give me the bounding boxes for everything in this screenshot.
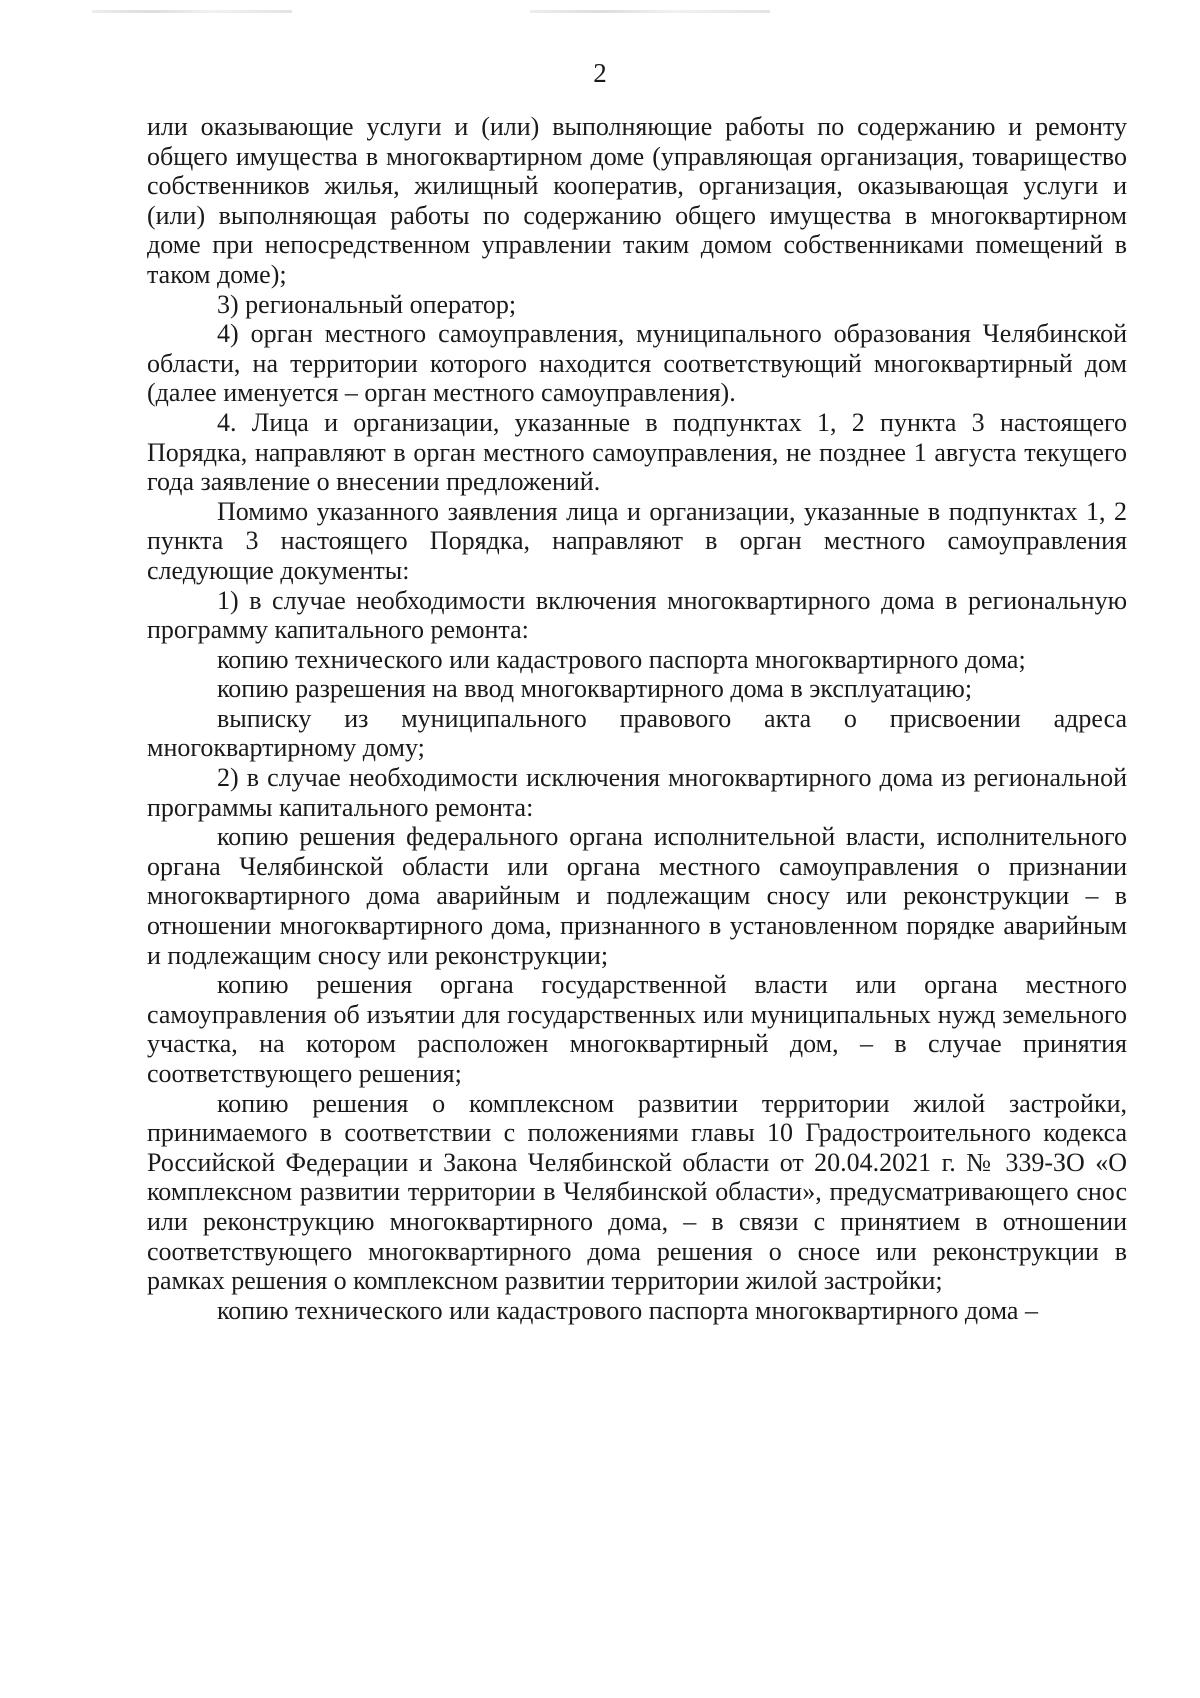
paragraph: 3) региональный оператор;: [217, 289, 517, 319]
paragraph: или оказывающие услуги и (или) выполняющие работы по содержанию и ремонту общего имущества в многоквартирном доме (управляющая организация, товарищество собственников жилья, жилищный кооператив, организация, оказывающая услуги и (или) выполняющая работы по содержанию общего имущества в многоквартирном доме при непосредственном управлении таким домом собственниками помещений в таком доме);: [147, 112, 1127, 289]
paragraph: 2) в случае необходимости исключения многоквартирного дома из региональной программы капитального ремонта:: [147, 763, 1127, 822]
paragraph: копию разрешения на ввод многоквартирного дома в эксплуатацию;: [217, 674, 973, 704]
scan-artifact: [530, 10, 770, 13]
paragraph: копию решения о комплексном развитии территории жилой застройки, принимаемого в соответствии с положениями главы 10 Градостроительного кодекса Российской Федерации и Закона Челябинской области от 20.04.2021 г. № 339-ЗО «О комплексном развитии территории в Челябинской области», предусматривающего снос или реконструкцию многоквартирного дома, – в связи с принятием в отношении соответствующего многоквартирного дома решения о сносе или реконструкции в рамках решения о комплексном развитии территории жилой застройки;: [147, 1088, 1127, 1296]
scan-artifact: [92, 10, 292, 13]
paragraph: Помимо указанного заявления лица и организации, указанные в подпунктах 1, 2 пункта 3 настоящего Порядка, направляют в орган местного самоуправления следующие документы:: [147, 496, 1127, 585]
document-body: [147, 112, 1127, 1325]
paragraph: копию технического или кадастрового паспорта многоквартирного дома;: [217, 644, 1026, 674]
paragraph: копию решения органа государственной власти или органа местного самоуправления об изъятии для государственных или муниципальных нужд земельного участка, на котором расположен многоквартирный дом, – в случае принятия соответствующего решения;: [147, 970, 1127, 1088]
paragraph: копию технического или кадастрового паспорта многоквартирного дома –: [217, 1295, 1038, 1325]
paragraph: 4. Лица и организации, указанные в подпунктах 1, 2 пункта 3 настоящего Порядка, направляют в орган местного самоуправления, не позднее 1 августа текущего года заявление о внесении предложений.: [147, 407, 1127, 497]
paragraph: выписку из муниципального правового акта о присвоении адреса многоквартирному дому;: [147, 703, 1127, 763]
page-number: 2: [593, 58, 607, 88]
paragraph: копию решения федерального органа исполнительной власти, исполнительного органа Челябинской области или органа местного самоуправления о признании многоквартирного дома аварийным и подлежащим сносу или реконструкции – в отношении многоквартирного дома, признанного в установленном порядке аварийным и подлежащим сносу или реконструкции;: [147, 822, 1127, 970]
paragraph: 4) орган местного самоуправления, муниципального образования Челябинской области, на территории которого находится соответствующий многоквартирный дом (далее именуется – орган местного самоуправления).: [147, 319, 1127, 408]
paragraph: 1) в случае необходимости включения многоквартирного дома в региональную программу капитального ремонта:: [147, 585, 1127, 645]
